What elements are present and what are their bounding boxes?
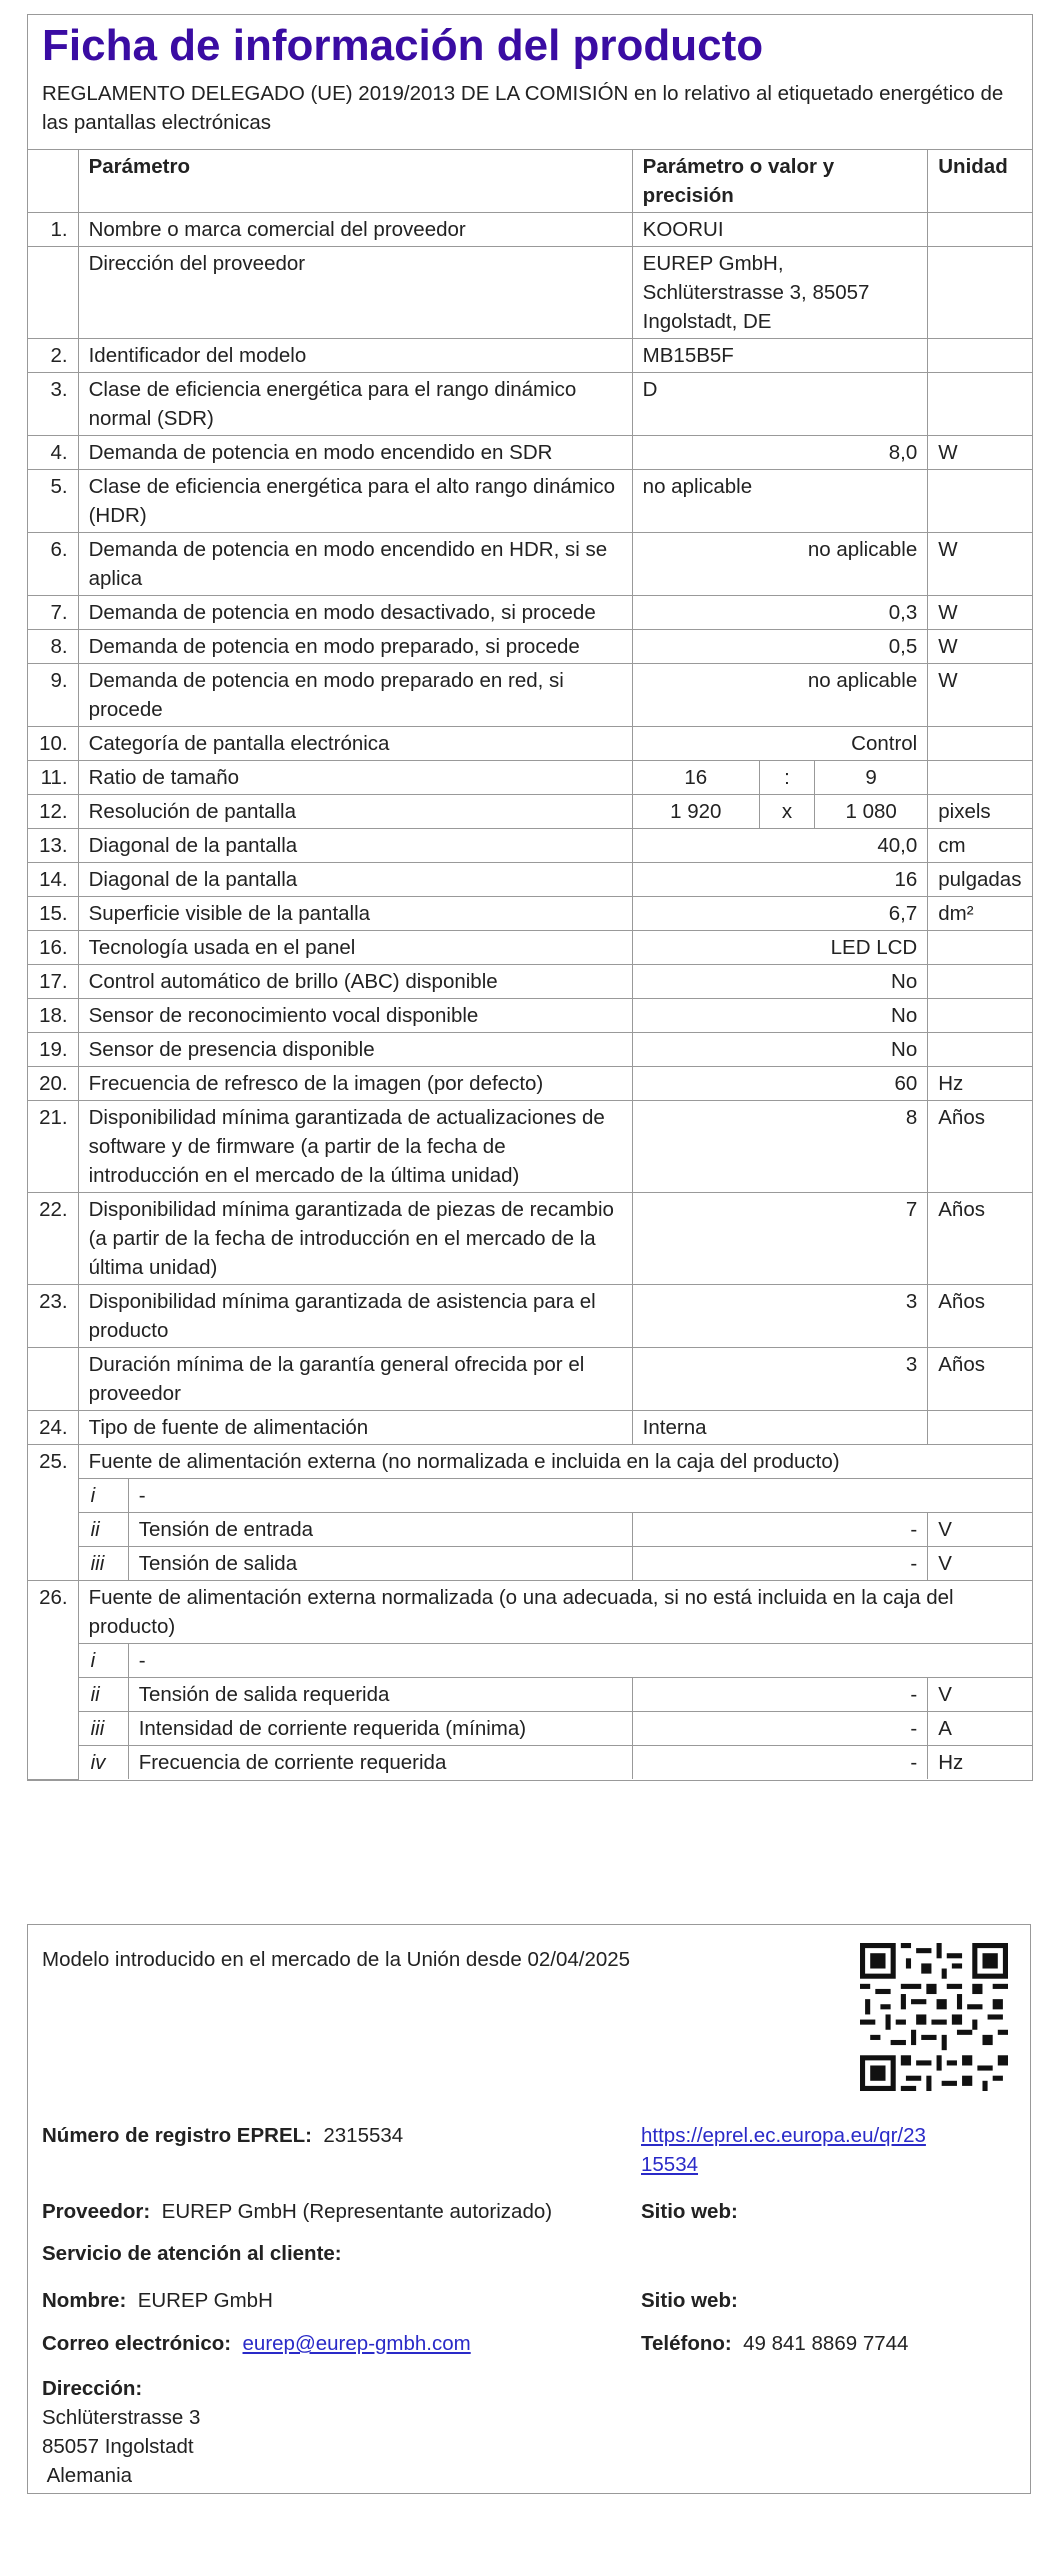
table-row: 6. Demanda de potencia en modo encendido en HDR, si se aplica no aplicable W xyxy=(28,533,1032,596)
header-unit: Unidad xyxy=(928,150,1032,213)
table-row: 15. Superficie visible de la pantalla 6,7 dm² xyxy=(28,897,1032,931)
table-row: 4. Demanda de potencia en modo encendido en SDR 8,0 W xyxy=(28,436,1032,470)
table-row: 17. Control automático de brillo (ABC) disponible No xyxy=(28,965,1032,999)
customer-service-label: Servicio de atención al cliente: xyxy=(42,2242,342,2265)
market-intro: Modelo introducido en el mercado de la Unión desde 02/04/2025 xyxy=(42,1948,631,1971)
footer-info xyxy=(27,1924,1031,2494)
table-row: 24. Tipo de fuente de alimentación Interna xyxy=(28,1411,1032,1445)
contact-name: Nombre: EUREP GmbH xyxy=(42,2289,273,2312)
table-subrow: iii Intensidad de corriente requerida (mínima) - A xyxy=(28,1712,1032,1746)
table-row: 20. Frecuencia de refresco de la imagen (por defecto) 60 Hz xyxy=(28,1067,1032,1101)
table-subrow: ii Tensión de salida requerida - V xyxy=(28,1678,1032,1712)
table-row: 14. Diagonal de la pantalla 16 pulgadas xyxy=(28,863,1032,897)
table-header-row xyxy=(28,150,1032,213)
table-row: 5. Clase de eficiencia energética para el alto rango dinámico (HDR) no aplicable xyxy=(28,470,1032,533)
table-subrow: ii Tensión de entrada - V xyxy=(28,1513,1032,1547)
table-subrow: iii Tensión de salida - V xyxy=(28,1547,1032,1581)
table-row: 3. Clase de eficiencia energética para el rango dinámico normal (SDR) D xyxy=(28,373,1032,436)
page-title: Ficha de información del producto xyxy=(42,21,764,70)
header xyxy=(28,15,1032,150)
table-row: 10. Categoría de pantalla electrónica Control xyxy=(28,727,1032,761)
table-row: 19. Sensor de presencia disponible No xyxy=(28,1033,1032,1067)
table-subrow: i - xyxy=(28,1479,1032,1513)
email-link[interactable]: eurep@eurep-gmbh.com xyxy=(242,2332,471,2355)
table-row: 2. Identificador del modelo MB15B5F xyxy=(28,339,1032,373)
header-param: Parámetro xyxy=(78,150,632,213)
table-row: 11. Ratio de tamaño 16 : 9 xyxy=(28,761,1032,795)
table-row: 8. Demanda de potencia en modo preparado, si procede 0,5 W xyxy=(28,630,1032,664)
table-row: 13. Diagonal de la pantalla 40,0 cm xyxy=(28,829,1032,863)
table-row: 26. Fuente de alimentación externa normalizada (o una adecuada, si no está incluida en la caja del producto) xyxy=(28,1581,1032,1644)
qr-code-icon[interactable] xyxy=(860,1943,1008,2091)
table-row: Dirección del proveedor EUREP GmbH, Schlüterstrasse 3, 85057 Ingolstadt, DE xyxy=(28,247,1032,339)
table-row: 1. Nombre o marca comercial del proveedor KOORUI xyxy=(28,213,1032,247)
table-row: 7. Demanda de potencia en modo desactivado, si procede 0,3 W xyxy=(28,596,1032,630)
page-subtitle: REGLAMENTO DELEGADO (UE) 2019/2013 DE LA COMISIÓN en lo relativo al etiquetado energético de las pantallas electrónicas xyxy=(42,82,1004,134)
table-row: 21. Disponibilidad mínima garantizada de actualizaciones de software y de firmware (a partir de la fecha de introducción en el mercado de la última unidad) 8 Años xyxy=(28,1101,1032,1193)
header-value: Parámetro o valor y precisión xyxy=(632,150,928,213)
supplier: Proveedor: EUREP GmbH (Representante autorizado) xyxy=(42,2200,553,2223)
contact-email: Correo electrónico: eurep@eurep-gmbh.com xyxy=(42,2332,471,2355)
eprel-link[interactable]: https://eprel.ec.europa.eu/qr/23 15534 xyxy=(641,2124,926,2176)
product-info-sheet xyxy=(27,14,1033,1781)
table-row: Duración mínima de la garantía general ofrecida por el proveedor 3 Años xyxy=(28,1348,1032,1411)
eprel-number: Número de registro EPREL: 2315534 xyxy=(42,2124,404,2147)
contact-address: Dirección: Schlüterstrasse 3 85057 Ingolstadt Alemania xyxy=(42,2377,201,2487)
table-row: 18. Sensor de reconocimiento vocal disponible No xyxy=(28,999,1032,1033)
table-row: 25. Fuente de alimentación externa (no normalizada e incluida en la caja del producto) xyxy=(28,1445,1032,1479)
table-row: 22. Disponibilidad mínima garantizada de piezas de recambio (a partir de la fecha de introducción en el mercado de la última unidad) 7 Años xyxy=(28,1193,1032,1285)
table-subrow: i - xyxy=(28,1644,1032,1678)
parameters-table xyxy=(28,150,1032,1780)
website-label-2: Sitio web: xyxy=(641,2289,738,2312)
website-label-1: Sitio web: xyxy=(641,2200,738,2223)
table-subrow: iv Frecuencia de corriente requerida - Hz xyxy=(28,1746,1032,1780)
contact-phone: Teléfono: 49 841 8869 7744 xyxy=(641,2332,909,2355)
table-row: 9. Demanda de potencia en modo preparado en red, si procede no aplicable W xyxy=(28,664,1032,727)
table-row: 23. Disponibilidad mínima garantizada de asistencia para el producto 3 Años xyxy=(28,1285,1032,1348)
table-row: 12. Resolución de pantalla 1 920 x 1 080 pixels xyxy=(28,795,1032,829)
table-row: 16. Tecnología usada en el panel LED LCD xyxy=(28,931,1032,965)
